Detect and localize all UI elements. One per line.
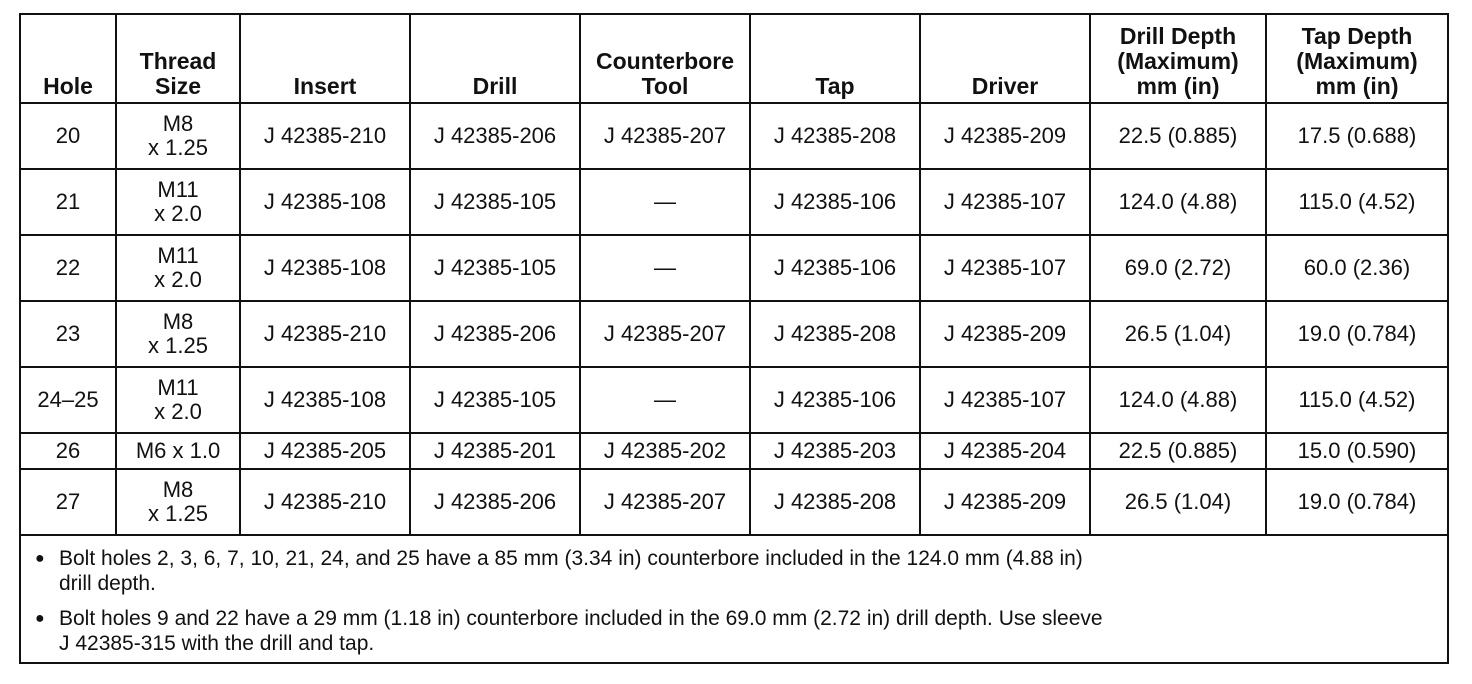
- header-tap-depth: Tap Depth (Maximum) mm (in): [1266, 14, 1448, 103]
- cell-thread-size: M11 x 2.0: [116, 169, 240, 235]
- table-row: [20, 301, 1448, 367]
- cell-driver: J 42385-204: [920, 433, 1090, 469]
- notes-cell: [20, 535, 1448, 663]
- cell-drill-depth: 26.5 (1.04): [1090, 301, 1266, 367]
- cell-thread-size: M11 x 2.0: [116, 235, 240, 301]
- cell-drill-depth: 69.0 (2.72): [1090, 235, 1266, 301]
- header-row: [20, 14, 1448, 103]
- cell-hole: 24–25: [20, 367, 116, 433]
- note-item: ● Bolt holes 9 and 22 have a 29 mm (1.18 in) counterbore included in the 69.0 mm (2.72 in) drill depth. Use sleeve J 42385-315 with the drill and tap.: [35, 607, 1103, 655]
- table-row: [20, 367, 1448, 433]
- header-thread-size: Thread Size: [116, 14, 240, 103]
- cell-tap: J 42385-106: [750, 367, 920, 433]
- cell-counterbore: —: [580, 235, 750, 301]
- cell-driver: J 42385-209: [920, 301, 1090, 367]
- table-row: [20, 103, 1448, 169]
- cell-tap: J 42385-208: [750, 469, 920, 535]
- cell-insert: J 42385-210: [240, 301, 410, 367]
- cell-hole: 26: [20, 433, 116, 469]
- cell-tap-depth: 60.0 (2.36): [1266, 235, 1448, 301]
- cell-tap-depth: 17.5 (0.688): [1266, 103, 1448, 169]
- cell-drill-depth: 22.5 (0.885): [1090, 103, 1266, 169]
- cell-driver: J 42385-209: [920, 469, 1090, 535]
- cell-drill: J 42385-206: [410, 103, 580, 169]
- cell-counterbore: J 42385-207: [580, 301, 750, 367]
- table-row: [20, 235, 1448, 301]
- header-counterbore-tool: Counterbore Tool: [580, 14, 750, 103]
- cell-drill-depth: 124.0 (4.88): [1090, 367, 1266, 433]
- header-tap: Tap: [750, 14, 920, 103]
- cell-hole: 23: [20, 301, 116, 367]
- cell-counterbore: J 42385-207: [580, 469, 750, 535]
- cell-insert: J 42385-205: [240, 433, 410, 469]
- cell-drill: J 42385-201: [410, 433, 580, 469]
- cell-drill-depth: 22.5 (0.885): [1090, 433, 1266, 469]
- table-row: [20, 433, 1448, 469]
- cell-tap: J 42385-208: [750, 103, 920, 169]
- cell-insert: J 42385-210: [240, 103, 410, 169]
- cell-counterbore: —: [580, 367, 750, 433]
- header-drill-depth: Drill Depth (Maximum) mm (in): [1090, 14, 1266, 103]
- note-item: ● Bolt holes 2, 3, 6, 7, 10, 21, 24, and 25 have a 85 mm (3.34 in) counterbore included in the 124.0 mm (4.88 in) drill depth.: [35, 547, 1083, 595]
- cell-insert: J 42385-210: [240, 469, 410, 535]
- cell-tap: J 42385-203: [750, 433, 920, 469]
- cell-driver: J 42385-107: [920, 235, 1090, 301]
- table-row: [20, 169, 1448, 235]
- cell-driver: J 42385-107: [920, 169, 1090, 235]
- tool-spec-table: [19, 13, 1449, 664]
- notes-row: [20, 535, 1448, 663]
- cell-tap-depth: 19.0 (0.784): [1266, 301, 1448, 367]
- cell-drill-depth: 26.5 (1.04): [1090, 469, 1266, 535]
- cell-tap: J 42385-106: [750, 169, 920, 235]
- cell-driver: J 42385-107: [920, 367, 1090, 433]
- cell-thread-size: M8 x 1.25: [116, 301, 240, 367]
- cell-drill: J 42385-206: [410, 469, 580, 535]
- cell-insert: J 42385-108: [240, 169, 410, 235]
- cell-tap-depth: 15.0 (0.590): [1266, 433, 1448, 469]
- cell-tap: J 42385-208: [750, 301, 920, 367]
- cell-counterbore: J 42385-207: [580, 103, 750, 169]
- header-drill: Drill: [410, 14, 580, 103]
- cell-driver: J 42385-209: [920, 103, 1090, 169]
- cell-drill: J 42385-105: [410, 169, 580, 235]
- cell-counterbore: —: [580, 169, 750, 235]
- cell-hole: 22: [20, 235, 116, 301]
- cell-thread-size: M11 x 2.0: [116, 367, 240, 433]
- cell-drill: J 42385-105: [410, 235, 580, 301]
- spec-table-container: [19, 13, 1447, 664]
- header-driver: Driver: [920, 14, 1090, 103]
- cell-tap-depth: 115.0 (4.52): [1266, 169, 1448, 235]
- header-hole: Hole: [20, 14, 116, 103]
- bullet-icon: ●: [35, 610, 45, 627]
- cell-thread-size: M6 x 1.0: [116, 433, 240, 469]
- cell-insert: J 42385-108: [240, 367, 410, 433]
- cell-tap-depth: 115.0 (4.52): [1266, 367, 1448, 433]
- header-insert: Insert: [240, 14, 410, 103]
- bullet-icon: ●: [35, 550, 45, 567]
- cell-counterbore: J 42385-202: [580, 433, 750, 469]
- cell-tap-depth: 19.0 (0.784): [1266, 469, 1448, 535]
- cell-insert: J 42385-108: [240, 235, 410, 301]
- cell-thread-size: M8 x 1.25: [116, 103, 240, 169]
- cell-drill: J 42385-206: [410, 301, 580, 367]
- cell-hole: 27: [20, 469, 116, 535]
- cell-hole: 20: [20, 103, 116, 169]
- cell-drill: J 42385-105: [410, 367, 580, 433]
- cell-drill-depth: 124.0 (4.88): [1090, 169, 1266, 235]
- cell-hole: 21: [20, 169, 116, 235]
- cell-tap: J 42385-106: [750, 235, 920, 301]
- cell-thread-size: M8 x 1.25: [116, 469, 240, 535]
- table-row: [20, 469, 1448, 535]
